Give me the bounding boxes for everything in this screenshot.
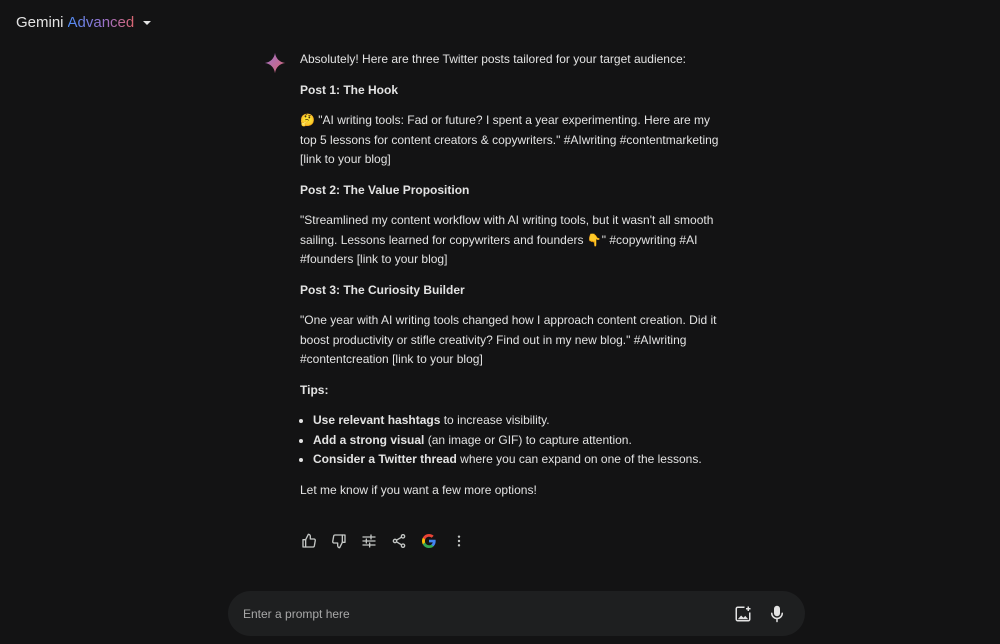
share-button[interactable] [388,531,410,551]
double-check-button[interactable] [418,531,440,551]
tip-rest: (an image or GIF) to capture attention. [424,432,632,447]
more-vert-icon [451,533,467,549]
modify-response-icon [361,533,377,549]
more-options-button[interactable] [448,531,470,551]
microphone-icon [768,605,786,623]
add-image-icon [734,605,752,623]
thumbs-down-button[interactable] [328,531,350,551]
brand-tier: Advanced [67,14,135,31]
prompt-input[interactable] [241,606,723,622]
tip-rest: where you can expand on one of the lessons. [456,452,702,466]
post-2-body: "Streamlined my content workflow with AI writing tools, but it wasn't all smooth sailing. Lessons learned for copywriters and founders 👇" #copywriting #AI #founders [link to your blog] [300,213,714,266]
response-closing: Let me know if you want a few more options! [300,482,537,497]
microphone-button[interactable] [763,600,791,628]
brand-name: Gemini [16,14,64,31]
upload-image-button[interactable] [729,600,757,628]
tip-item [313,411,724,431]
model-response [264,50,724,511]
response-content [300,50,724,500]
thumbs-up-button[interactable] [298,531,320,551]
tip-item [313,431,724,451]
gemini-spark-icon [264,52,286,74]
post-1-heading: Post 1: The Hook [300,82,399,97]
tips-list [300,411,724,470]
thumbs-up-icon [301,533,317,549]
post-2-heading: Post 2: The Value Proposition [300,182,470,197]
tip-bold: Add a strong visual [313,432,425,447]
prompt-bar [228,591,805,636]
modify-response-button[interactable] [358,531,380,551]
tip-bold: Consider a Twitter thread [313,452,457,466]
post-1-body: 🤔 "AI writing tools: Fad or future? I spent a year experimenting. Here are my top 5 lessons for content creators & copywriters." #AIwriting #contentmarketing [link to your blog] [300,113,719,166]
response-actions [298,531,470,551]
post-3-body: "One year with AI writing tools changed how I approach content creation. Did it boost productivity or stifle creativity? Find out in my new blog." #AIwriting #contentcreation [link to your blog] [300,313,717,366]
caret-down-icon [140,16,154,30]
tip-item [313,450,724,470]
google-g-icon [421,533,437,549]
tips-heading: Tips: [300,382,329,397]
share-icon [391,533,407,549]
tip-rest: to increase visibility. [440,413,550,427]
thumbs-down-icon [331,533,347,549]
response-intro: Absolutely! Here are three Twitter posts tailored for your target audience: [300,52,686,66]
post-3-heading: Post 3: The Curiosity Builder [300,282,465,297]
model-selector[interactable] [16,14,154,31]
tip-bold: Use relevant hashtags [313,413,441,427]
